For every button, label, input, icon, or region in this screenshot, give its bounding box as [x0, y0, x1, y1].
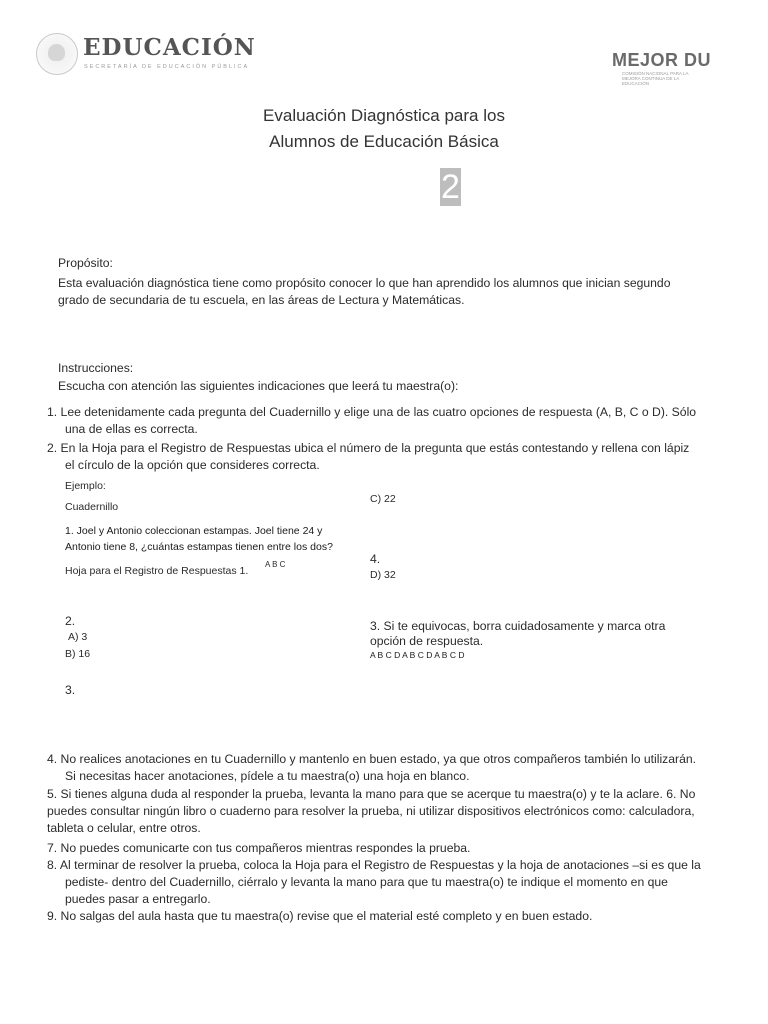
instruction-1-line2: una de ellas es correcta.: [65, 422, 198, 436]
instruction-3-line2: opción de respuesta.: [370, 634, 484, 648]
example-cuadernillo: Cuadernillo: [65, 501, 119, 513]
purpose-line1: Esta evaluación diagnóstica tiene como propósito conocer lo que han aprendido los alumnos que inician segundo: [58, 276, 671, 290]
instruction-8-line1: 8. Al terminar de resolver la prueba, coloca la Hoja para el Registro de Respuestas y la hoja de anotaciones –si es que la: [47, 858, 701, 872]
instruction-3-line1: 3. Si te equivocas, borra cuidadosamente y marca otra: [370, 619, 666, 633]
example-option-a: A) 3: [68, 631, 88, 643]
example-option-d: D) 32: [370, 569, 396, 581]
example-number-2: 2.: [65, 614, 76, 628]
logo-mejoredu-subtitle: COMISIÓN NACIONAL PARA LA MEJORA CONTINUA DE LA EDUCACIÓN: [622, 71, 689, 86]
title-line1: Evaluación Diagnóstica para los: [263, 106, 505, 125]
logo-educacion: EDUCACIÓN: [83, 34, 256, 61]
example-option-b: B) 16: [65, 648, 91, 660]
instruction-5-line2: puedes consultar ningún libro o cuaderno para resolver la prueba, ni utilizar dispositivos electrónicos como: calculadora,: [47, 804, 695, 818]
eagle-emblem-icon: [48, 44, 65, 61]
purpose-line2: grado de secundaria de tu escuela, en las áreas de Lectura y Matemáticas.: [58, 293, 465, 307]
instruction-5-line1: 5. Si tienes alguna duda al responder la prueba, levanta la mano para que se acerque tu maestra(o) y te la aclare. 6. No: [47, 787, 696, 801]
example-option-c: C) 22: [370, 493, 396, 505]
instruction-4-line2: Si necesitas hacer anotaciones, pídele a tu maestra(o) una hoja en blanco.: [65, 769, 470, 783]
grade-badge: 2: [441, 168, 460, 206]
example-question-line2: Antonio tiene 8, ¿cuántas estampas tienen entre los dos?: [65, 541, 333, 553]
purpose-heading: Propósito:: [58, 256, 113, 270]
instruction-5-line3: tableta o celular, entre otros.: [47, 821, 201, 835]
instruction-8-line2: pediste- dentro del Cuadernillo, ciérralo y levanta la mano para que tu maestra(o) te indique el momento en que: [65, 875, 668, 889]
example-hoja-label: Hoja para el Registro de Respuestas 1.: [65, 565, 249, 577]
instruction-2-line1: 2. En la Hoja para el Registro de Respuestas ubica el número de la pregunta que estás contestando y rellena con lápiz: [47, 441, 690, 455]
instruction-7: 7. No puedes comunicarte con tus compañeros mientras respondes la prueba.: [47, 841, 471, 855]
example-abc-label: A B C: [265, 560, 286, 569]
title-line2: Alumnos de Educación Básica: [269, 132, 499, 151]
example-label: Ejemplo:: [65, 480, 106, 492]
instructions-intro: Escucha con atención las siguientes indicaciones que leerá tu maestra(o):: [58, 379, 459, 393]
instruction-1-line1: 1. Lee detenidamente cada pregunta del Cuadernillo y elige una de las cuatro opciones de respuesta (A, B, C o D). Sólo: [47, 405, 697, 419]
example-number-3: 3.: [65, 683, 76, 697]
logo-mejoredu: MEJOR DU: [612, 50, 712, 70]
answer-bubbles-row: A B C D A B C D A B C D: [370, 650, 465, 660]
example-number-4: 4.: [370, 552, 381, 566]
logo-educacion-subtitle: SECRETARÍA DE EDUCACIÓN PÚBLICA: [84, 64, 250, 70]
instruction-9: 9. No salgas del aula hasta que tu maestra(o) revise que el material esté completo y en buen estado.: [47, 909, 593, 923]
instruction-8-line3: puedes pasar a entregarlo.: [65, 892, 211, 906]
example-question-line1: 1. Joel y Antonio coleccionan estampas. Joel tiene 24 y: [65, 525, 323, 537]
instructions-heading: Instrucciones:: [58, 361, 134, 375]
instruction-4-line1: 4. No realices anotaciones en tu Cuadernillo y mantenlo en buen estado, ya que otros compañeros también lo utilizarán.: [47, 752, 697, 766]
instruction-2-line2: el círculo de la opción que consideres correcta.: [65, 458, 320, 472]
